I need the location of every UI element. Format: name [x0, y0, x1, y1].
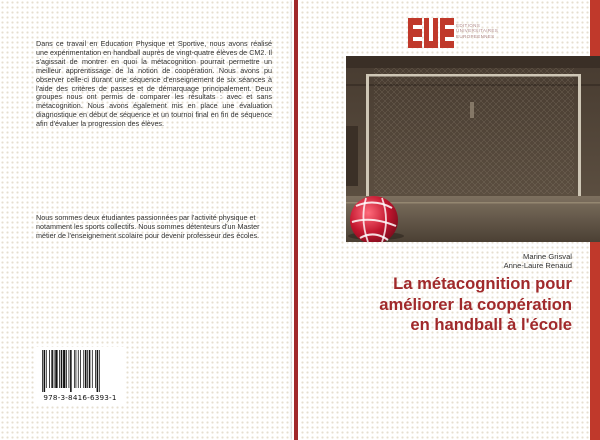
barcode: [36, 347, 124, 405]
book-title: [342, 274, 572, 336]
cover-photo: [346, 56, 600, 242]
handball-photo: [346, 56, 600, 242]
book-spine: [292, 0, 300, 440]
book-title-line-3: en handball à l'école: [410, 315, 572, 335]
author-2: Anne-Laure Renaud: [503, 261, 572, 271]
barcode-icon: [42, 350, 118, 392]
spine-accent-bar: [294, 0, 298, 440]
author-bio: Nous sommes deux étudiantes passionnées par l'activité physique et notamment les sports collectifs. Nous sommes détenteurs d'un Master métier de l'enseignement scolaire pour devenir professeur des écoles.: [36, 213, 260, 240]
author-names: [504, 252, 572, 271]
book-title-line-1: La métacognition pour: [393, 274, 572, 293]
back-cover-summary: Dans ce travail en Education Physique et Sportive, nous avons réalisé une expérimentation en handball auprès de vingt-quatre élèves de CM2. Il s'agissait de montrer en quoi la métacognition pourrait permettre un meilleur apprentissage de la notion de coopération. Nous avons pu observer celle-ci durant une séquence d'enseignement de six séances à l'aide des critères de passes et de démarquage principalement. Deux groupes nous ont permis de comparer les résultats : avec et sans métacognition. Nous avons également mis en place une évaluation diagnostique en début de séquence et un tournoi final en fin de séquence afin d'évaluer la progression des élèves.: [36, 39, 272, 129]
isbn-number: 978-3-8416-6393-1: [43, 393, 117, 402]
eue-logo-icon: [408, 18, 454, 48]
publisher-logo: [408, 18, 548, 52]
book-title-line-2: améliorer la coopération: [379, 294, 572, 314]
front-cover: [300, 0, 600, 440]
author-1: Marine Grisval: [523, 252, 572, 261]
publisher-name: EDITIONS UNIVERSITAIRES EUROPEENNES: [456, 23, 499, 39]
back-cover: [0, 0, 292, 440]
